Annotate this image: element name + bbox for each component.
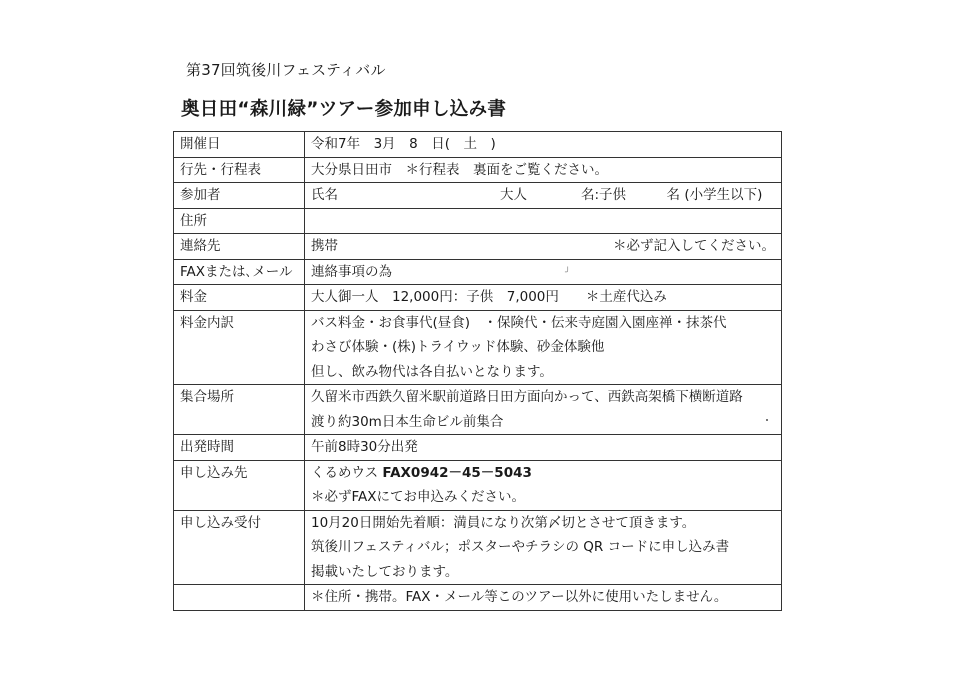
row-apply-to	[174, 460, 782, 510]
contact-field[interactable]	[305, 234, 782, 260]
festival-header: 第37回筑後川フェスティバル	[186, 61, 386, 79]
value-apply-to	[305, 460, 782, 510]
row-date	[174, 132, 782, 158]
value-date	[305, 132, 782, 158]
label-fee-breakdown: 料金内訳	[174, 310, 305, 385]
value-fee-breakdown	[305, 310, 782, 385]
departure-time-text: 午前8時30分出発	[311, 439, 418, 455]
label-participants: 参加者	[174, 183, 305, 209]
label-fee: 料金	[174, 285, 305, 311]
value-departure-time	[305, 435, 782, 461]
apply-to-line	[311, 461, 775, 486]
participants-text: 氏名 大人 名:子供 名 (小学生以下)	[311, 187, 763, 203]
address-text	[311, 209, 775, 234]
apply-fax-number: FAX0942－45－5043	[382, 464, 532, 481]
label-date: 開催日	[174, 132, 305, 158]
label-apply-to: 申し込み先	[174, 460, 305, 510]
fee-text: 大人御一人 12,000円：子供 7,000円 ＊土産代込み	[311, 289, 667, 305]
contact-mobile-label: 携帯	[311, 238, 338, 254]
fax-email-text: 連絡事項の為	[311, 263, 392, 280]
value-destination	[305, 157, 782, 183]
address-field[interactable]	[305, 208, 782, 234]
apply-to-org: くるめウス	[311, 464, 379, 481]
label-privacy-empty	[174, 585, 305, 611]
row-destination	[174, 157, 782, 183]
row-fee-breakdown	[174, 310, 782, 385]
application-period-line-1: 10月20日開始先着順：満員になり次第〆切とさせて頂きます。	[311, 514, 696, 531]
page-title: 奥日田“森川緑”ツアー参加申し込み書	[181, 99, 507, 120]
label-destination: 行先・行程表	[174, 157, 305, 183]
contact-line	[311, 234, 775, 259]
scan-dot	[766, 419, 768, 421]
fax-email-field[interactable]	[305, 259, 782, 285]
apply-fax-note: ＊必ずFAXにてお申込みください。	[311, 489, 526, 505]
value-meeting-place	[305, 385, 782, 435]
date-text: 令和7年 3月 8 日( 土 )	[311, 136, 496, 152]
row-fee	[174, 285, 782, 311]
value-privacy-note	[305, 585, 782, 611]
privacy-note-text: ＊住所・携帯。FAX・メール等このツアー以外に使用いたしません。	[311, 589, 728, 605]
application-period-line-2: 筑後川フェスティバル；ポスターやチラシの QR コードに申し込み書	[311, 539, 730, 555]
row-contact	[174, 234, 782, 260]
row-application-period	[174, 510, 782, 585]
scan-speck: ╯	[565, 268, 571, 278]
meeting-place-line-2: 渡り約30m日本生命ビル前集合	[311, 413, 504, 430]
row-privacy-note	[174, 585, 782, 611]
participants-field[interactable]	[305, 183, 782, 209]
destination-text: 大分県日田市 ＊行程表 裏面をご覧ください。	[311, 161, 608, 178]
row-meeting-place	[174, 385, 782, 435]
label-meeting-place: 集合場所	[174, 385, 305, 435]
value-application-period	[305, 510, 782, 585]
label-departure-time: 出発時間	[174, 435, 305, 461]
row-address	[174, 208, 782, 234]
row-departure-time	[174, 435, 782, 461]
meeting-place-line-1: 久留米市西鉄久留米駅前道路日田方面向かって、西鉄高架橋下横断道路	[311, 389, 743, 405]
row-participants	[174, 183, 782, 209]
label-application-period: 申し込み受付	[174, 510, 305, 585]
row-fax-email	[174, 259, 782, 285]
label-fax-email: FAXまたは､メール	[174, 259, 305, 285]
application-period-line-3: 掲載いたしております。	[311, 563, 459, 580]
fee-breakdown-line-3: 但し、飲み物代は各自払いとなります。	[311, 363, 553, 380]
label-contact: 連絡先	[174, 234, 305, 260]
fee-breakdown-line-1: バス料金・お食事代(昼食) ・保険代・伝来寺庭園入園座禅・抹茶代	[311, 314, 727, 331]
application-form-table	[173, 131, 782, 611]
fee-breakdown-line-2: わさび体験・(株)トライウッド体験、砂金体験他	[311, 339, 605, 355]
contact-required-note: ＊必ず記入してください。	[613, 238, 775, 254]
value-fee	[305, 285, 782, 311]
label-address: 住所	[174, 208, 305, 234]
